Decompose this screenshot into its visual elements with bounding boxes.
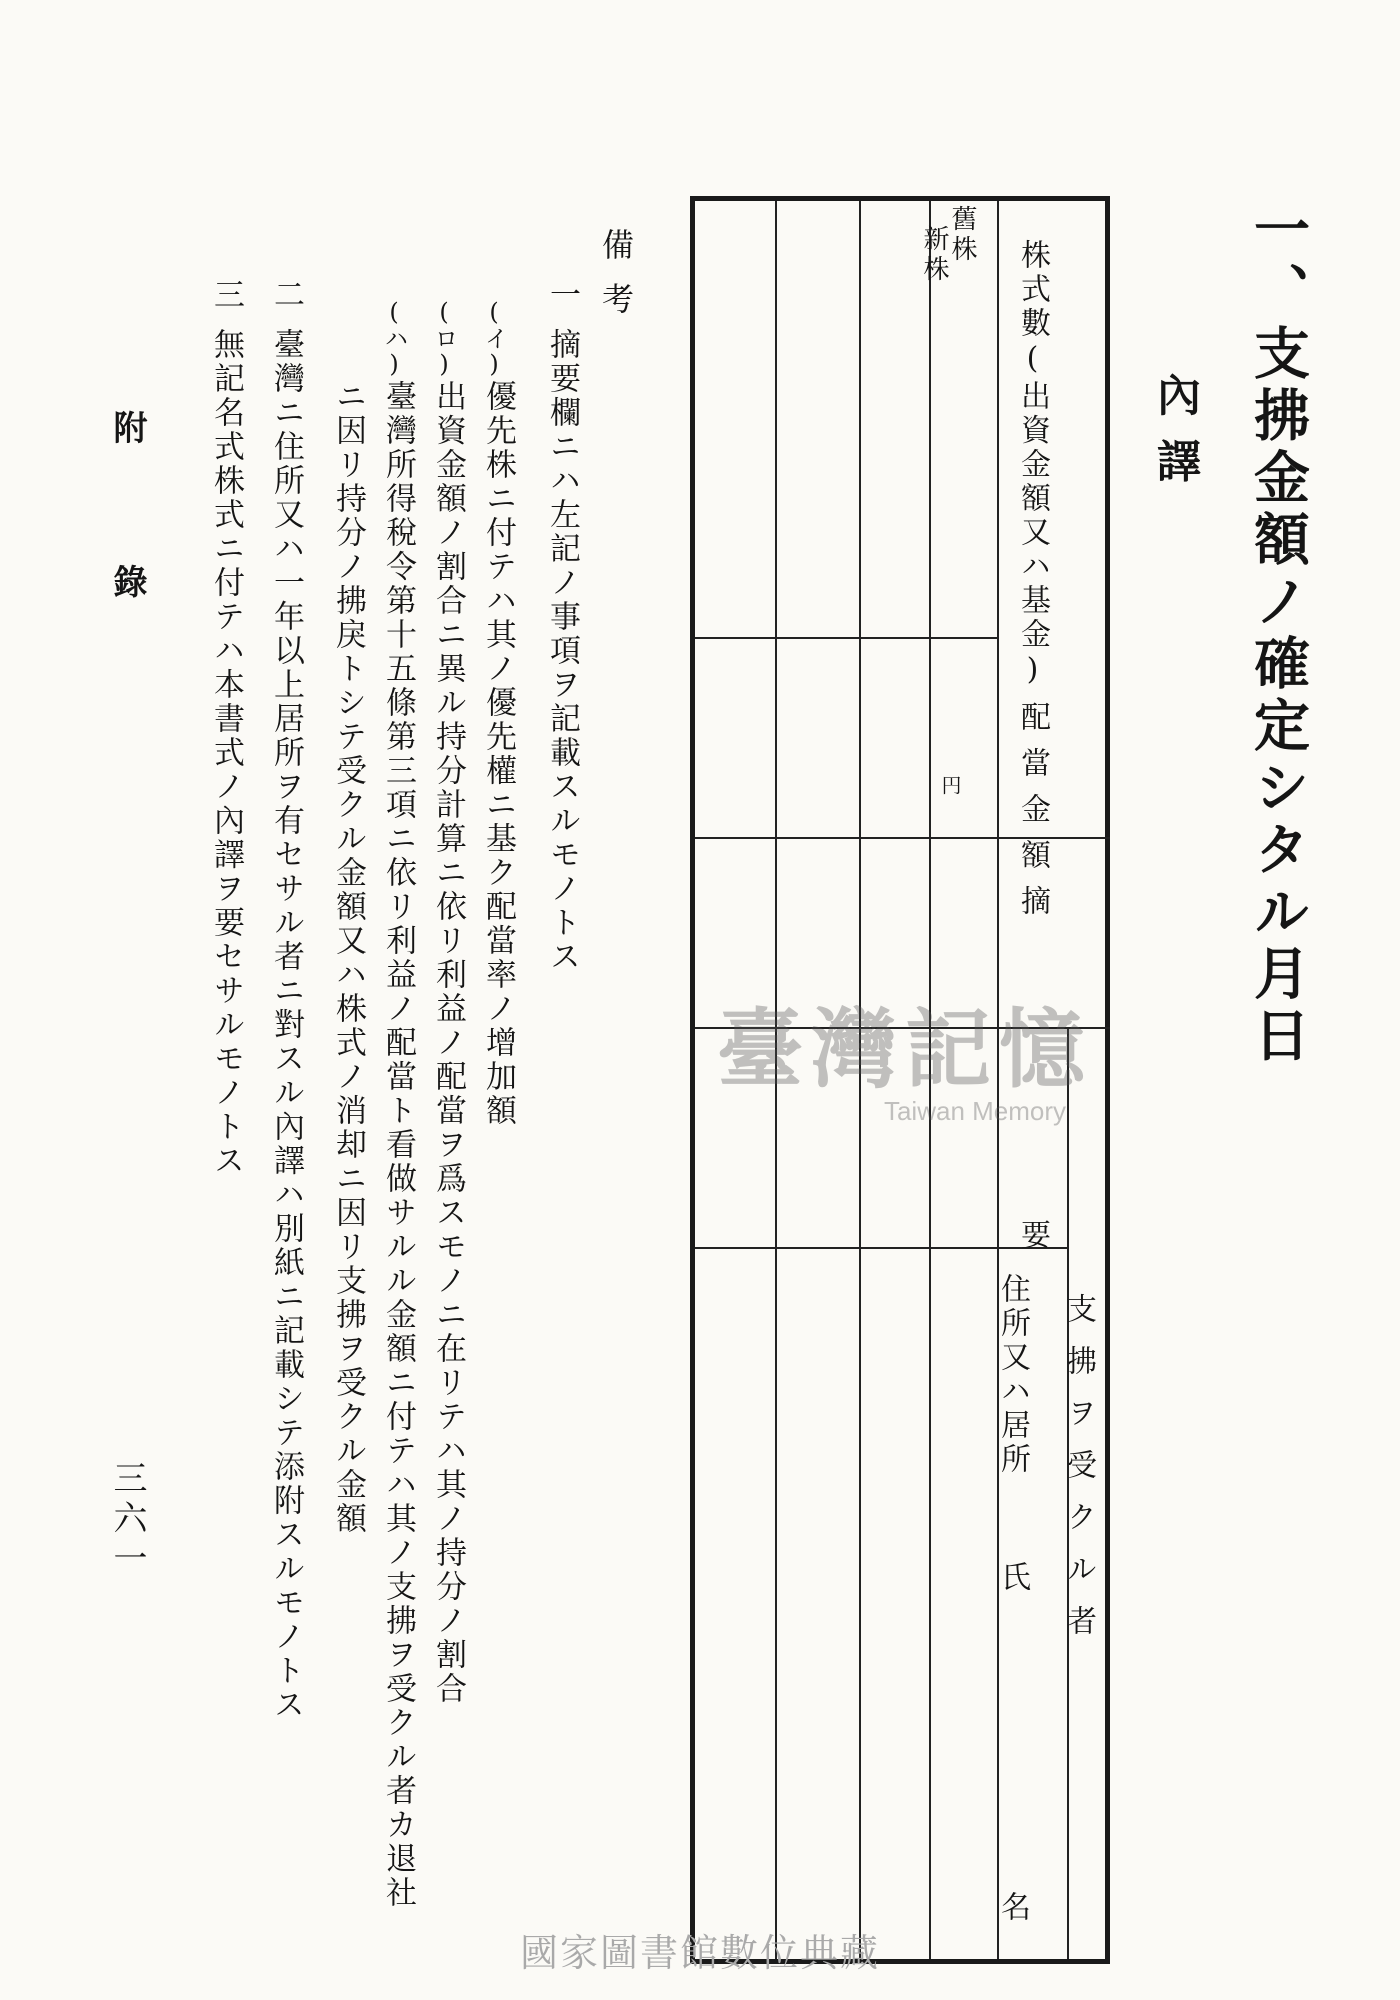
col-shares-header: 株式數(出資金額又ハ基金) [1015, 239, 1050, 691]
watermark-logo-en: Taiwan Memory [883, 1096, 1067, 1126]
appendix-label: 附錄 [107, 410, 147, 718]
shares-new-label: 新株 [919, 225, 949, 285]
shares-old-label: 舊株 [947, 205, 977, 265]
col-name-header-1: 氏 [995, 1561, 1030, 1595]
remark-subnumber: (ハ) [380, 298, 408, 378]
remark-number: 三 [208, 278, 244, 312]
remark-text: 無記名式株式ニ付テハ本書式ノ內譯ヲ要セサルモノトス [208, 328, 244, 1178]
col-recipient-header: 支拂ヲ受クル者 [1061, 1293, 1096, 1657]
footer-collection-credit: 國家圖書館數位典藏 [519, 1931, 880, 1975]
remark-text: 臺灣所得稅令第十五條第三項ニ依リ利益ノ配當ト看做サルル金額ニ付テハ其ノ支拂ヲ受クル者カ退社 [380, 380, 416, 1910]
remark-number: 一 [544, 278, 580, 312]
remark-text: 出資金額ノ割合ニ異ル持分計算ニ依リ利益ノ配當ヲ爲スモノニ在リテハ其ノ持分ノ割合 [430, 380, 466, 1706]
remark-number: 二 [268, 278, 304, 312]
col-summary-header-2: 要 [1015, 1219, 1050, 1253]
col-dividend-header: 配當金額 [1015, 701, 1050, 885]
remark-text-continued: ニ因リ持分ノ拂戾トシテ受クル金額又ハ株式ノ消却ニ因リ支拂ヲ受クル金額 [330, 380, 366, 1536]
col-name-header-2: 名 [995, 1891, 1030, 1925]
remarks-heading: 備考 [597, 228, 635, 336]
remark-subnumber: (イ) [480, 298, 508, 378]
remark-text: 優先株ニ付テハ其ノ優先權ニ基ク配當率ノ增加額 [480, 380, 516, 1128]
watermark-logo-cn: 臺灣記憶 [717, 999, 1093, 1100]
col-summary-header-1: 摘 [1015, 885, 1050, 919]
watermark [690, 980, 1120, 1127]
table-row-line [695, 637, 997, 639]
table-row-line [695, 1247, 1067, 1249]
remark-text: 摘要欄ニハ左記ノ事項ヲ記載スルモノトス [544, 328, 580, 974]
page-number: 三六一 [107, 1460, 147, 1580]
section-subtitle: 內譯 [1149, 372, 1200, 504]
yen-unit: 円 [938, 775, 962, 799]
col-address-header: 住所又ハ居所 [995, 1273, 1030, 1477]
remark-subnumber: (ロ) [430, 298, 458, 378]
remark-text: 臺灣ニ住所又ハ一年以上居所ヲ有セサル者ニ對スル內譯ハ別紙ニ記載シテ添附スルモノトス [268, 328, 304, 1722]
page-title: 一、支拂金額ノ確定シタル月日 [1245, 200, 1311, 1068]
